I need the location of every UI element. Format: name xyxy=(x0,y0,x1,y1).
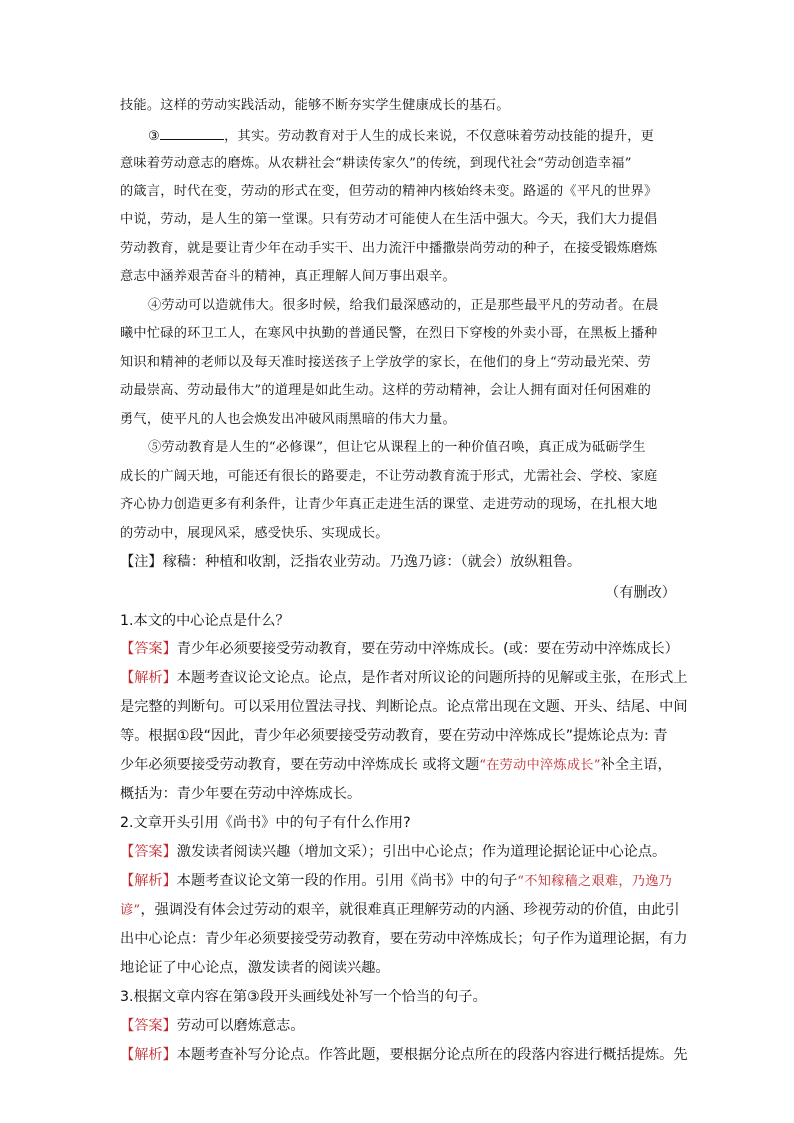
article-p3-line: 劳动教育，就是要让青少年在动手实干、出力流汗中播撒崇尚劳动的种子，在接受锻炼磨炼 xyxy=(120,241,658,256)
article-p4-line: 知识和精神的老师以及每天准时接送孩子上学放学的家长，在他们的身上“劳动最光荣、劳 xyxy=(120,355,652,370)
q3-analysis-line: 本题考查补写分论点。作答此题，要根据分论点所在的段落内容进行概括提炼。先 xyxy=(176,1047,688,1063)
article-p5-line: 齐心协力创造更多有利条件，让青少年真正走进生活的课堂、走进劳动的现场，在扎根大地 xyxy=(120,497,658,512)
analysis-tag: 【解析】 xyxy=(120,873,177,889)
q1-analysis-line: 是完整的判断句。可以采用位置法寻找、判断论点。论点常出现在文题、开头、结尾、中间 xyxy=(120,699,688,715)
q2-analysis-line: 出中心论点：青少年必须要接受劳动教育，要在劳动中淬炼成长；句子作为道理论据，有力 xyxy=(120,931,688,947)
analysis-tag: 【解析】 xyxy=(120,1047,177,1063)
article-p4-line: 动最崇高、劳动最伟大”的道理是如此生动。这样的劳动精神，会让人拥有面对任何困难的 xyxy=(120,383,652,398)
q2-analysis-line-mixed xyxy=(120,901,794,920)
article-p3-line: 中说，劳动，是人生的第一堂课。只有劳动才可能使人在生活中强大。今天，我们大力提倡 xyxy=(120,212,658,227)
answer-tag: 【答案】 xyxy=(120,1018,177,1034)
paragraph-number: ③ xyxy=(148,129,161,144)
q2-answer-text: 激发读者阅读兴趣（增加文采）；引出中心论点；作为道理论据论证中心论点。 xyxy=(176,844,667,860)
analysis-tag: 【解析】 xyxy=(120,670,177,686)
q2-analysis-line: 地论证了中心论点，激发读者的阅读兴趣。 xyxy=(120,960,390,976)
q1-analysis-quote: “在劳动中淬炼成长” xyxy=(479,758,601,773)
q1-analysis-line: 本题考查议论文论点。论点，是作者对所议论的问题所持的见解或主张，在形式上 xyxy=(176,670,688,686)
q3-answer xyxy=(120,1017,794,1035)
article-p3-line: 意味着劳动意志的磨炼。从农耕社会“耕读传家久”的传统，到现代社会“劳动创造幸福” xyxy=(120,156,632,171)
q1-analysis-line-mixed xyxy=(120,756,794,775)
article-source: （有删改） xyxy=(605,585,676,601)
q2-analysis-quote: 谚” xyxy=(120,903,141,918)
q1-analysis-text: 补全主语， xyxy=(600,757,672,773)
q2-answer xyxy=(120,843,794,861)
answer-tag: 【答案】 xyxy=(120,844,177,860)
article-p5-line: 的劳动中，展现风采，感受快乐、实现成长。 xyxy=(120,526,389,541)
q2-analysis-text: 本题考查议论文第一段的作用。引用《尚书》中的句子 xyxy=(176,873,518,889)
q1-analysis-text: 少年必须要接受劳动教育，要在劳动中淬炼成长 或将文题 xyxy=(120,757,480,773)
q3-answer-text: 劳动可以磨炼意志。 xyxy=(176,1018,305,1034)
article-note: 【注】稼穑：种植和收割，泛指农业劳动。乃逸乃谚：（就会）放纵粗鲁。 xyxy=(120,554,582,570)
q2-analysis xyxy=(120,872,794,891)
q1-answer-text: 青少年必须要接受劳动教育，要在劳动中淬炼成长。(或：要在劳动中淬炼成长） xyxy=(176,641,679,657)
q1-analysis-line: 等。根据①段“因此，青少年必须要接受劳动教育，要在劳动中淬炼成长”提炼论点为: 青 xyxy=(120,728,668,744)
q3-analysis xyxy=(120,1046,794,1064)
fill-in-blank-line xyxy=(160,126,224,140)
article-p4-line: 曦中忙碌的环卫工人，在寒风中执勤的普通民警，在烈日下穿梭的外卖小哥，在黑板上播种 xyxy=(120,326,658,341)
article-p5-line: ⑤劳动教育是人生的“必修课”，但让它从课程上的一种价值召唤，真正成为砥砺学生 xyxy=(148,440,646,455)
q2-analysis-quote: “不知稼穑之艰难，乃逸乃 xyxy=(517,874,673,889)
q2-analysis-text: ，强调没有体会过劳动的艰辛，就很难真正理解劳动的内涵、珍视劳动的价值，由此引 xyxy=(140,902,680,918)
article-p3-first-line xyxy=(148,126,794,146)
article-p3-line: 意志中涵养艰苦奋斗的精神，真正理解人间万事出艰辛。 xyxy=(120,269,456,284)
article-p2-end: 技能。这样的劳动实践活动，能够不断夯实学生健康成长的基石。 xyxy=(120,98,510,113)
q1-answer xyxy=(120,640,794,658)
article-p3-line: 的箴言，时代在变，劳动的形式在变，但劳动的精神内核始终未变。路遥的《平凡的世界》 xyxy=(120,184,658,199)
p3-after-blank: ，其实。劳动教育对于人生的成长来说，不仅意味着劳动技能的提升，更 xyxy=(224,129,655,144)
question-3: 3.根据文章内容在第③段开头画线处补写一个恰当的句子。 xyxy=(120,989,487,1005)
answer-tag: 【答案】 xyxy=(120,641,177,657)
q1-analysis-line: 概括为：青少年要在劳动中淬炼成长。 xyxy=(120,786,362,802)
question-2: 2.文章开头引用《尚书》中的句子有什么作用? xyxy=(120,815,411,831)
question-1: 1.本文的中心论点是什么？ xyxy=(120,613,290,629)
q1-analysis xyxy=(120,669,794,687)
article-p4-line: ④劳动可以造就伟大。很多时候，给我们最深感动的，正是那些最平凡的劳动者。在晨 xyxy=(148,298,659,313)
article-p5-line: 成长的广阔天地，可能还有很长的路要走，不让劳动教育流于形式，尤需社会、学校、家庭 xyxy=(120,469,658,484)
article-p4-line: 勇气，使平凡的人也会焕发出冲破风雨黑暗的伟大力量。 xyxy=(120,412,456,427)
